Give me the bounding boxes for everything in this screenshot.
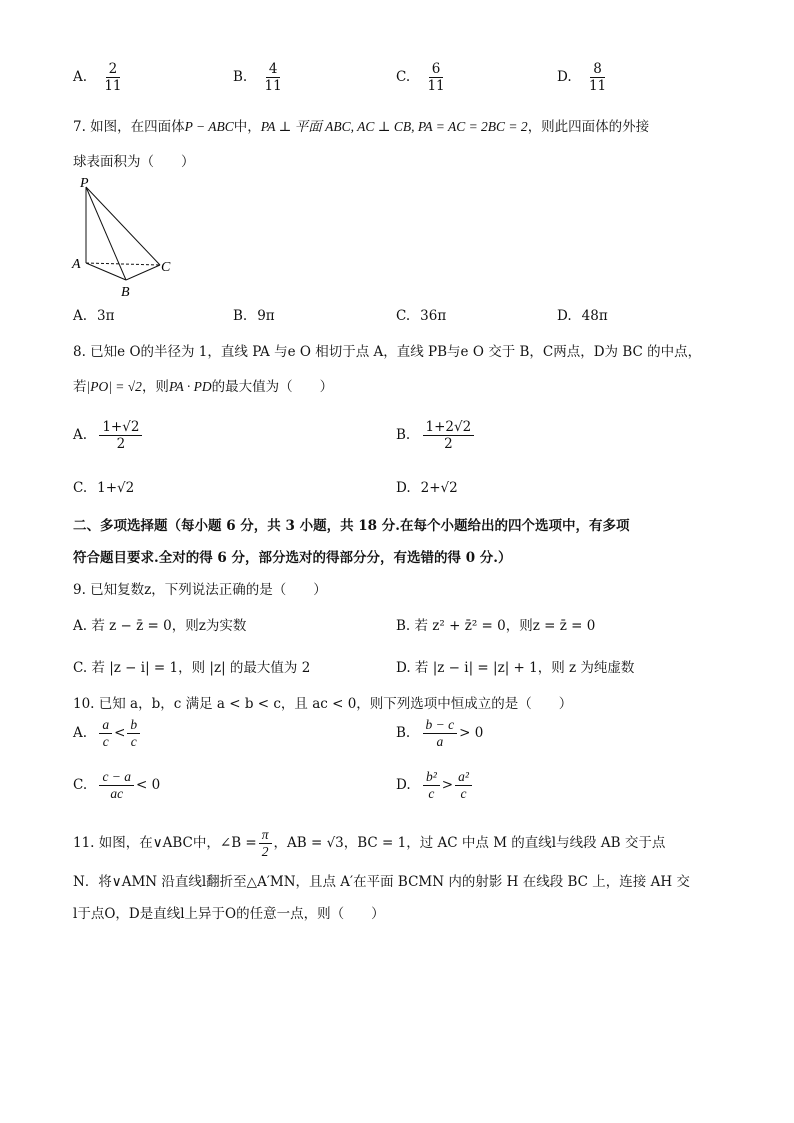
q9-option-a: A. 若 z − z̄ = 0，则z为实数 [73,618,247,634]
q9-option-b: B. 若 z² + z̄² = 0，则z = z̄ = 0 [396,618,596,634]
q6-option-a: A. $\frac{2}{11}$ [73,61,122,95]
q10-option-a: A. $\frac{a}{c}$ < $\frac{b}{c}$ [73,718,142,749]
q11-stem-line3: l于点O，D是直线l上异于O的任意一点，则（ ） [73,906,385,922]
q6-option-c: C. $\frac{6}{11}$ [396,61,445,95]
q8-stem-line1: 8. 已知e O的半径为 1，直线 PA 与e O 相切于点 A，直线 PB与e O 交于 B，C两点，D为 BC 的中点， [73,344,702,360]
q7-stem-line1: 7. 如图，在四面体P − ABC中，PA ⊥ 平面 ABC, AC ⊥ CB, PA = AC = 2BC = 2，则此四面体的外接 [73,119,650,135]
q10-option-d: D. $\frac{\text{b²}}{c}$ > $\frac{\text{a²}}{c}$ [396,770,474,801]
q6-option-b: B. $\frac{4}{11}$ [233,61,282,95]
section2-heading-line2: 符合题目要求.全对的得 6 分，部分选对的得部分分，有选错的得 0 分.） [73,550,512,566]
q8-option-a: A. $\frac{1+√2}{2}$ [73,420,144,451]
q7-option-d: D. 48π [557,308,608,324]
q8-option-c: C. 1+√2 [73,480,135,496]
label-c: C [161,260,171,275]
q10-stem: 10. 已知 a，b，c 满足 a < b < c，且 ac < 0，则下列选项中恒成立的是（ ） [73,696,573,712]
q8-stem-line2: 若|PO| = √2，则PA · PD的最大值为（ ） [73,379,334,395]
q8-option-b: B. $\frac{1+2√2}{2}$ [396,420,476,451]
label-b: B [121,285,130,300]
q9-option-d: D. 若 |z − i| = |z| + 1，则 z 为纯虚数 [396,660,635,676]
q10-option-b: B. $\frac{b - c}{a}$ > 0 [396,717,484,750]
q8-option-d: D. 2+√2 [396,480,458,496]
q9-stem: 9. 已知复数z，下列说法正确的是（ ） [73,582,327,598]
q11-stem-line2: N．将∨AMN 沿直线l翻折至△A′MN，且点 A′在平面 BCMN 内的射影 H 在线段 BC 上，连接 AH 交 [73,874,690,890]
q10-option-c: C. $\frac{c - a}{ac}$ < 0 [73,769,161,802]
section2-heading-line1: 二、多项选择题（每小题 6 分，共 3 小题，共 18 分.在每个小题给出的四个选项中，有多项 [73,518,630,534]
label-a: A [72,257,81,272]
q7-option-a: A. 3π [73,308,115,324]
q7-option-b: B. 9π [233,308,275,324]
q7-tetrahedron-figure [68,175,183,300]
q7-stem-line2: 球表面积为（ ） [73,154,195,170]
q9-option-c: C. 若 |z − i| = 1，则 |z| 的最大值为 2 [73,660,311,676]
q6-option-d: D. $\frac{8}{11}$ [557,61,607,95]
q7-option-c: C. 36π [396,308,447,324]
q11-stem-line1: 11. 如图，在∨ABC中，∠B = $\frac{\pi}{2}$ ，AB = √3，BC = 1，过 AC 中点 M 的直线l与线段 AB 交于点 [73,827,666,860]
label-p: P [80,176,89,191]
